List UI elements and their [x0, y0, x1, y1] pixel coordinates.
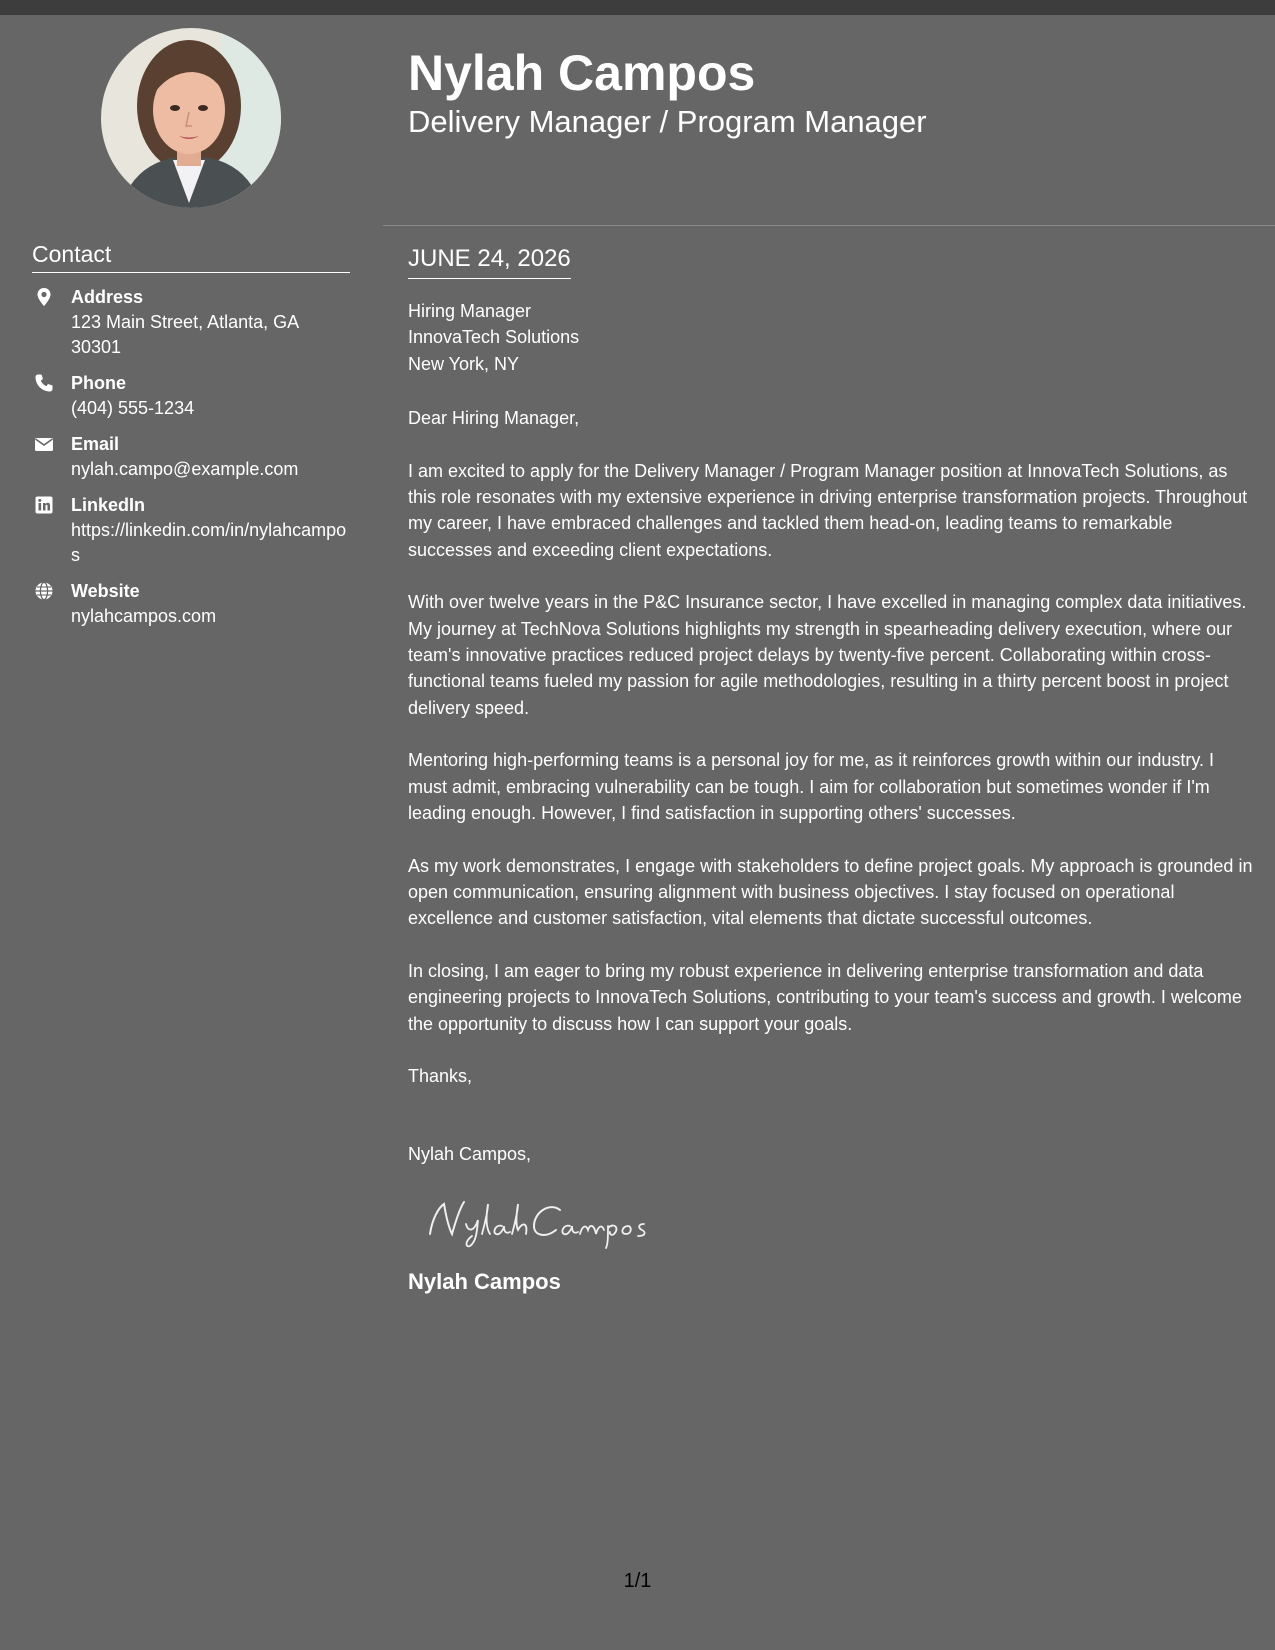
printed-name: Nylah Campos [408, 1269, 561, 1295]
contact-item-linkedin [32, 493, 352, 568]
phone-label: Phone [71, 373, 127, 393]
contact-item-website [32, 579, 352, 629]
phone-value: (404) 555-1234 [71, 398, 195, 418]
linkedin-label: LinkedIn [71, 495, 146, 515]
phone-icon [34, 373, 54, 393]
letter-body [408, 242, 1253, 1297]
recipient-block [408, 298, 1253, 377]
email-icon [34, 434, 54, 454]
recipient-line: InnovaTech Solutions [408, 327, 580, 348]
linkedin-icon [34, 495, 54, 515]
letter-paragraph: With over twelve years in the P&C Insurance sector, I have excelled in managing complex data initiatives. My journey at TechNova Solutions highlights my strength in spearheading delivery execution, where our team's innovative practices reduced project delays by twenty-five percent. Collaborating within cross-functional teams fueled my passion for agile methodologies, resulting in a thirty percent boost in project delivery speed. [408, 592, 1247, 718]
candidate-name: Nylah Campos [408, 45, 756, 101]
recipient-line: Hiring Manager [408, 301, 532, 321]
contact-item-phone [32, 371, 352, 421]
letter-paragraph: Mentoring high-performing teams is a personal joy for me, as it reinforces growth within our industry. I must admit, embracing vulnerability can be tough. I aim for collaboration but sometimes wonder if I'm leading enough. However, I find satisfaction in supporting others' successes. [408, 750, 1215, 824]
letter-paragraph: I am excited to apply for the Delivery Manager / Program Manager position at InnovaTech Solutions, as this role resonates with my extensive experience in driving enterprise transformation projects. Throughout my career, I have embraced challenges and tackled them head-on, leading teams to remarkable successes and exceeding client expectations. [408, 460, 1248, 560]
salutation: Dear Hiring Manager, [408, 408, 580, 429]
sign-off-name: Nylah Campos, [408, 1144, 532, 1165]
avatar [101, 28, 281, 208]
page-number: 1/1 [623, 1570, 652, 1592]
candidate-role: Delivery Manager / Program Manager [408, 104, 927, 139]
contact-item-address [32, 285, 352, 360]
address-label: Address [71, 287, 144, 307]
sidebar [0, 15, 383, 1650]
website-label: Website [71, 581, 140, 601]
closing: Thanks, [408, 1065, 473, 1086]
letter-paragraph: As my work demonstrates, I engage with stakeholders to define project goals. My approach is grounded in open communication, ensuring alignment with business objectives. I stay focused on operational excellence and customer satisfaction, vital elements that dictate successful outcomes. [408, 855, 1253, 929]
letter-date: JUNE 24, 2026 [408, 242, 571, 279]
signature-image [422, 1190, 662, 1250]
top-strip [0, 0, 1275, 15]
address-value: 123 Main Street, Atlanta, GA 30301 [71, 312, 299, 357]
website-value[interactable]: nylahcampos.com [71, 606, 217, 626]
email-label: Email [71, 434, 120, 454]
letter-paragraph: In closing, I am eager to bring my robust experience in delivering enterprise transformation and data engineering projects to InnovaTech Solutions, contributing to your team's success and growth. I welcome the opportunity to discuss how I can support your goals. [408, 960, 1242, 1034]
recipient-line: New York, NY [408, 353, 520, 374]
email-value[interactable]: nylah.campo@example.com [71, 459, 299, 479]
contact-list [32, 285, 352, 640]
map-pin-icon [34, 287, 54, 307]
contact-item-email [32, 432, 352, 482]
header-divider [383, 225, 1275, 226]
linkedin-value[interactable]: https://linkedin.com/in/nylahcampos [71, 520, 347, 565]
contact-title: Contact [32, 241, 350, 273]
globe-icon [34, 581, 54, 601]
